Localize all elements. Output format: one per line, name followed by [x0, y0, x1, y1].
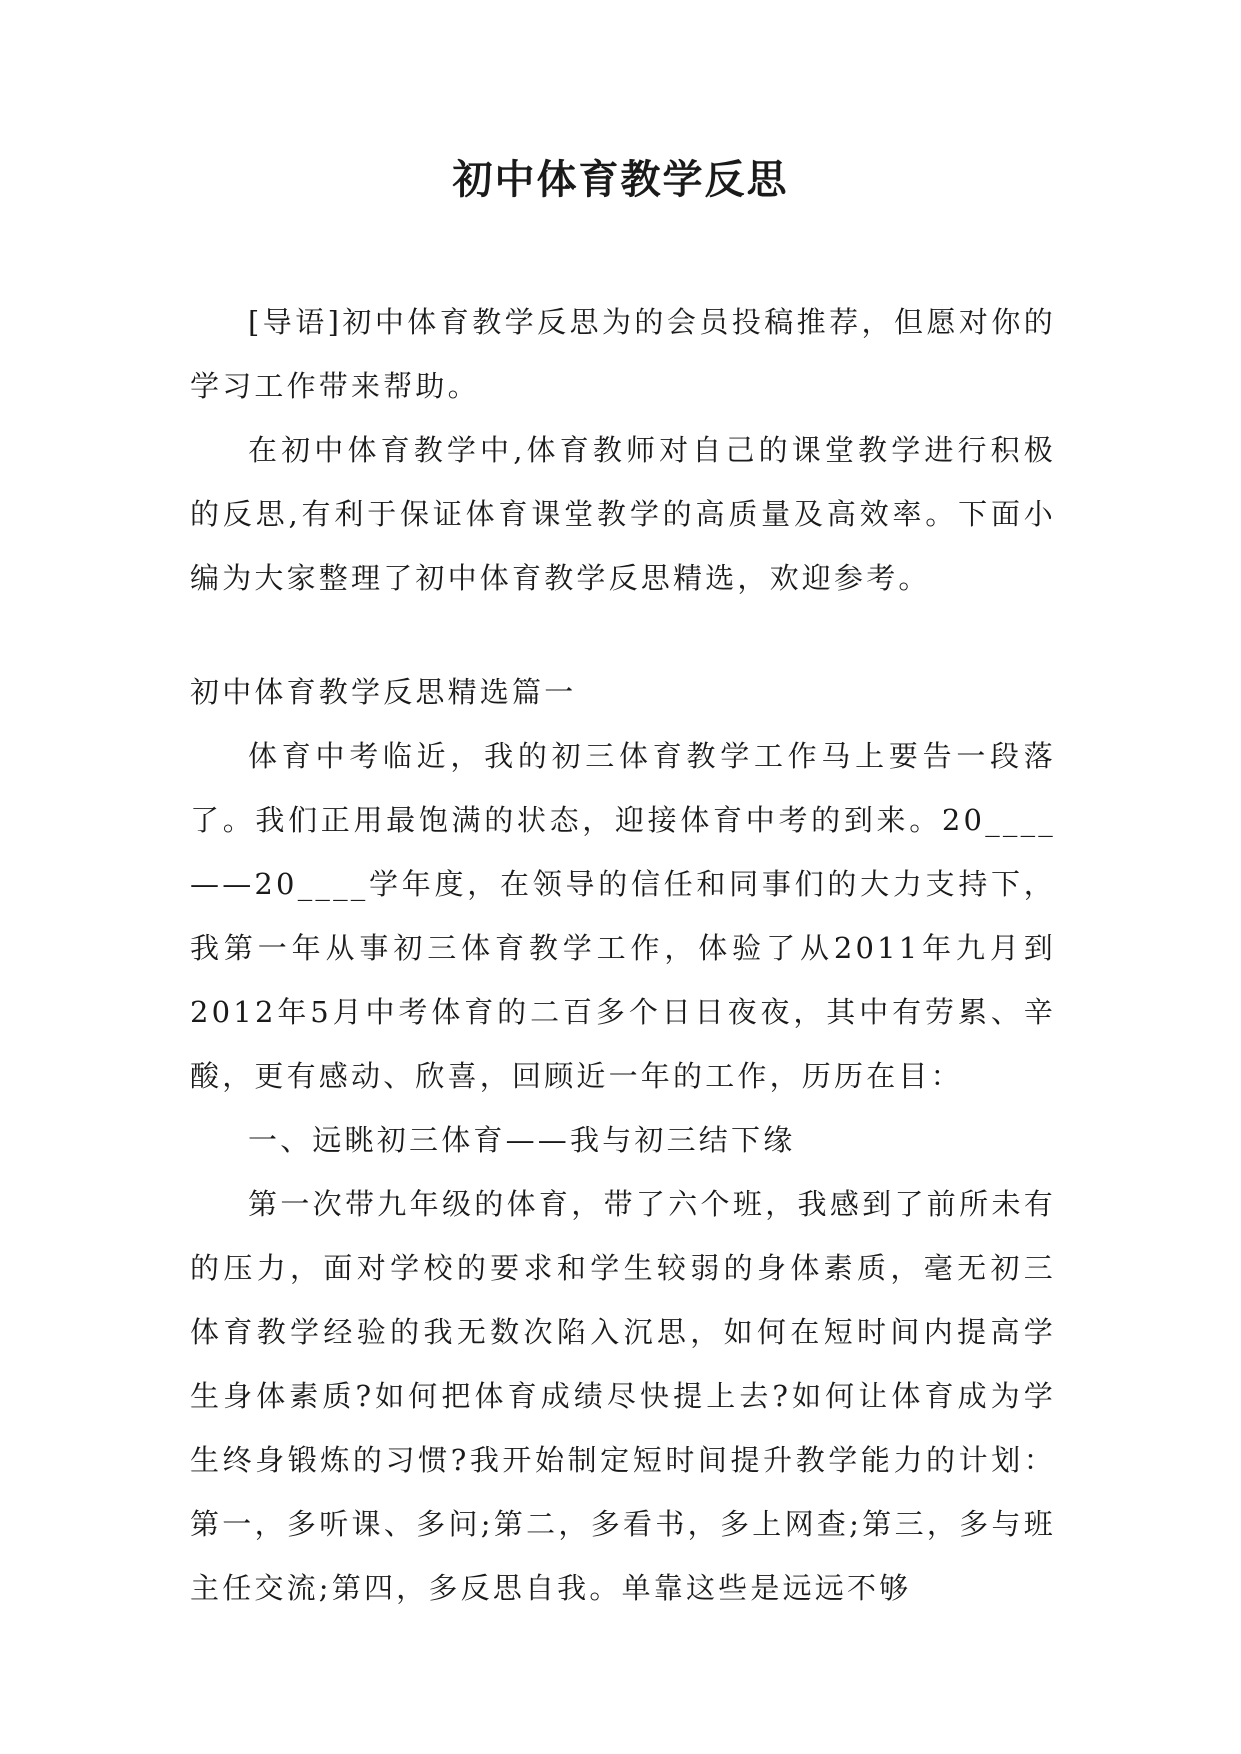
body-paragraph: 第一次带九年级的体育，带了六个班，我感到了前所未有的压力，面对学校的要求和学生较弱的身体素质，毫无初三体育教学经验的我无数次陷入沉思，如何在短时间内提高学生身体素质?如何把体育成绩尽快提上去?如何让体育成为学生终身锻炼的习惯?我开始制定短时间提升教学能力的计划：第一，多听课、多问;第二，多看书，多上网查;第三，多与班主任交流;第四，多反思自我。单靠这些是远远不够 [190, 1187, 1056, 1605]
intro-paragraph: [导语]初中体育教学反思为的会员投稿推荐，但愿对你的学习工作带来帮助。 [190, 305, 1056, 403]
document-title: 初中体育教学反思 [452, 156, 789, 203]
document-body [190, 290, 1056, 1620]
body-paragraph: 体育中考临近，我的初三体育教学工作马上要告一段落了。我们正用最饱满的状态，迎接体育中考的到来。20____——20____学年度，在领导的信任和同事们的大力支持下，我第一年从事初三体育教学工作，体验了从2011年九月到2012年5月中考体育的二百多个日日夜夜，其中有劳累、辛酸，更有感动、欣喜，回顾近一年的工作，历历在目： [190, 739, 1056, 1093]
intro-paragraph: 在初中体育教学中,体育教师对自己的课堂教学进行积极的反思,有利于保证体育课堂教学的高质量及高效率。下面小编为大家整理了初中体育教学反思精选，欢迎参考。 [190, 433, 1056, 595]
section-heading: 初中体育教学反思精选篇一 [190, 675, 577, 709]
subsection-heading: 一、远眺初三体育——我与初三结下缘 [248, 1123, 796, 1157]
